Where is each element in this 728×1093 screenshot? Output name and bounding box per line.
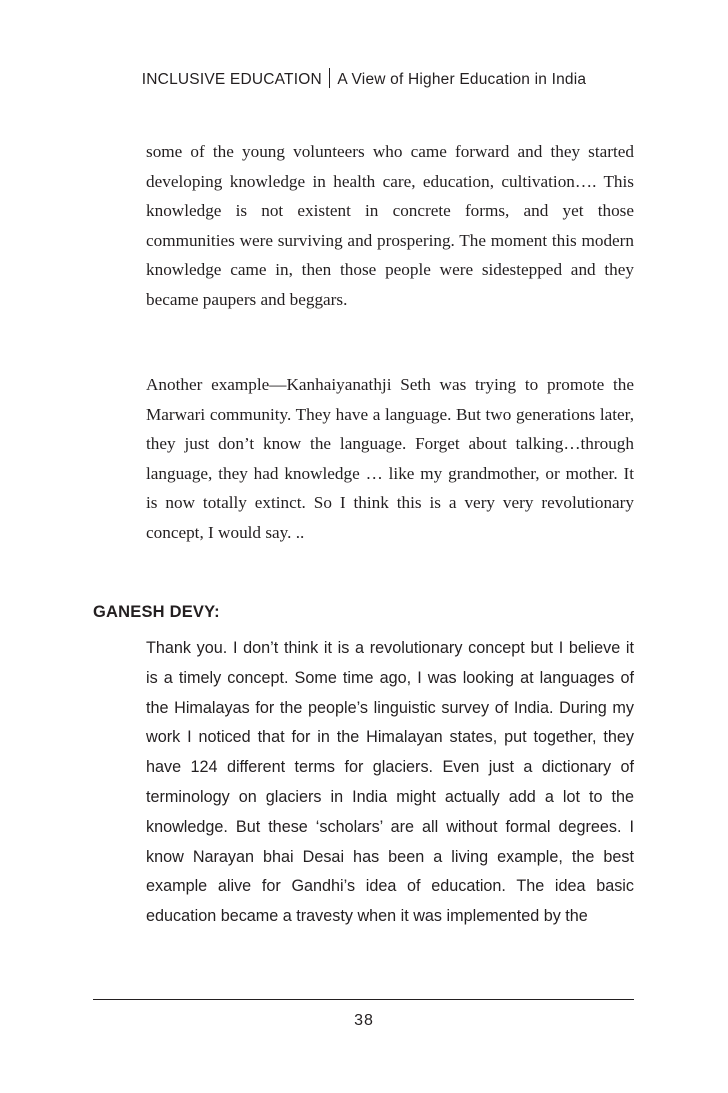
running-head-separator bbox=[329, 68, 331, 88]
body-paragraph-3: Thank you. I don’t think it is a revolutionary concept but I believe it is a timely concept. Some time ago, I was looking at languages of the Himalayas for the people’s linguistic survey of India. During my work I noticed that for in the Himalayan states, put together, they have 124 different terms for glaciers. Even just a dictionary of terminology on glaciers in India might actually add a lot to the knowledge. But these ‘scholars’ are all without formal degrees. I know Narayan bhai Desai has been a living example, the best example alive for Gandhi’s idea of education. The idea basic education became a travesty when it was implemented by the bbox=[146, 639, 634, 926]
page-number: 38 bbox=[354, 1012, 374, 1029]
running-head bbox=[0, 68, 728, 89]
body-paragraph-1: some of the young volunteers who came forward and they started developing knowledge in health care, education, cultivation…. This knowledge is not existent in concrete forms, and yet those communities were surviving and prospering. The moment this modern knowledge came in, then those people were sidestepped and they became paupers and beggars. bbox=[146, 142, 634, 309]
running-head-title: INCLUSIVE EDUCATION bbox=[141, 71, 322, 88]
speaker-name: GANESH DEVY: bbox=[93, 603, 220, 621]
footer-rule bbox=[93, 999, 634, 1000]
body-paragraph-2: Another example—Kanhaiyanathji Seth was trying to promote the Marwari community. They have a language. But two generations later, they just don’t know the language. Forget about talking…through language, they had knowledge … like my grandmother, or mother. It is now totally extinct. So I think this is a very very revolutionary concept, I would say. .. bbox=[146, 375, 634, 542]
running-head-subtitle: A View of Higher Education in India bbox=[337, 71, 587, 88]
